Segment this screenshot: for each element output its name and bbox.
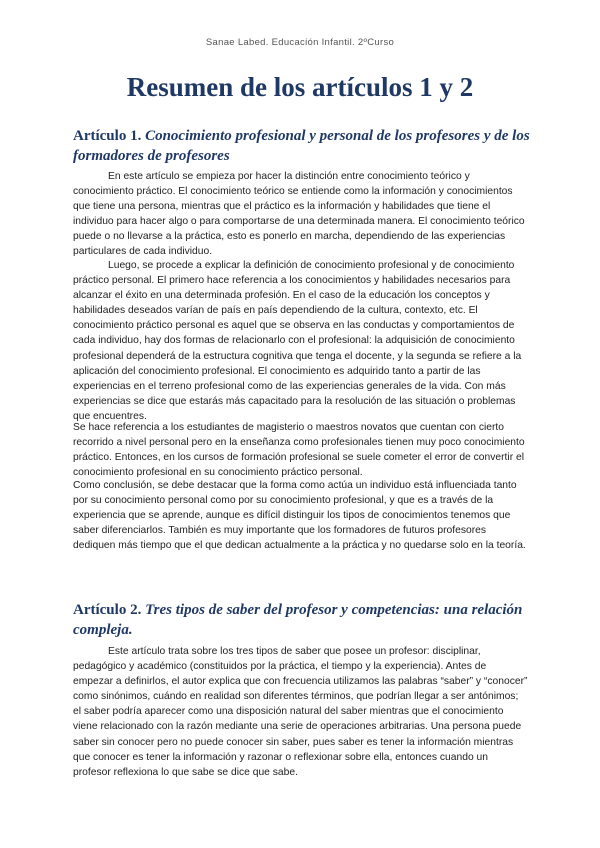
article1-paragraph-3: Se hace referencia a los estudiantes de magisterio o maestros novatos que cuentan con cierto recorrido a nivel personal pero en la enseñanza como profesionales tienen muy poco conocimiento práctico. Entonces, en los cursos de formación profesional se suele cometer el error de convertir el conocimiento profesional en su conocimiento práctico personal.: [73, 422, 525, 479]
article2-heading: [73, 600, 533, 640]
article1-label: Artículo 1.: [73, 128, 142, 144]
document-header: Sanae Labed. Educación Infantil. 2ºCurso: [205, 37, 395, 48]
page-title: Resumen de los artículos 1 y 2: [126, 72, 474, 102]
article1-paragraph-4: Como conclusión, se debe destacar que la forma como actúa un individuo está influenciada tanto por su conocimiento personal como por su conocimiento profesional, y que es a través de la experiencia que se aprende, aunque es difícil distinguir los tipos de conocimientos tenemos que saber diferenciarlos. También es muy importante que los formadores de futuros profesores dediquen más tiempo que el que dedican actualmente a la práctica y no quedarse solo en la teoría.: [73, 480, 526, 552]
article1-heading: [73, 126, 533, 166]
article2-subtitle: Tres tipos de saber del profesor y competencias: una relación compleja.: [73, 602, 523, 638]
article1-paragraph-2: Luego, se procede a explicar la definición de conocimiento profesional y de conocimiento práctico personal. El primero hace referencia a los conocimientos y habilidades necesarios para alcanzar el éxito en una determinada profesión. En el caso de la educación los conceptos y habilidades deseados varían de país en país dependiendo de la cultura, contexto, etc. El conocimiento práctico personal es aquel que se observa en las conductas y comportamientos de cada individuo, hay dos formas de relacionarlo con el profesional: la adquisición de conocimiento profesional dependerá de la estructura cognitiva que tenga el docente, y la segunda se refiere a la aplicación del conocimiento profesional. El conocimiento es adquirido tanto a partir de las experiencias en el terreno profesional como de las experiencias generales de la vida. Con más experiencias se dice que estarás más capacitado para la resolución de las situación o problemas que encuentres.: [73, 260, 522, 422]
article1-subtitle: Conocimiento profesional y personal de los profesores y de los formadores de profesores: [73, 128, 530, 164]
article2-label: Artículo 2.: [73, 602, 142, 618]
article2-paragraph-1: Este artículo trata sobre los tres tipos de saber que posee un profesor: disciplinar, pedagógico y académico (constituidos por la práctica, el tiempo y la experiencia). Antes de empezar a definirlos, el autor explica que con frecuencia utilizamos las palabras “saber” y “conocer” como sinónimos, cuándo en realidad son diferentes términos, que podrían llegar a ser antónimos; el saber podría aparecer como una disposición natural del saber mientras que el conocimiento viene relacionado con la razón mediante una serie de operaciones arbitrarias. Una persona puede saber sin conocer pero no puede conocer sin saber, pues saber es tener la información mientras que conocer es tener la información y razonar o reflexionar sobre ella, entonces cuando un profesor reflexiona lo que sabe se dice que sabe.: [73, 646, 528, 778]
article1-paragraph-1: En este artículo se empieza por hacer la distinción entre conocimiento teórico y conocimiento práctico. El conocimiento teórico se entiende como la información y conocimientos que tiene una persona, mientras que el práctico es la información y habilidades que tiene el individuo para hacer algo o para comportarse de una determinada manera. El conocimiento teórico puede o no llevarse a la práctica, esto es ponerlo en marcha, dependiendo de las experiencias particulares de cada individuo.: [73, 171, 525, 258]
